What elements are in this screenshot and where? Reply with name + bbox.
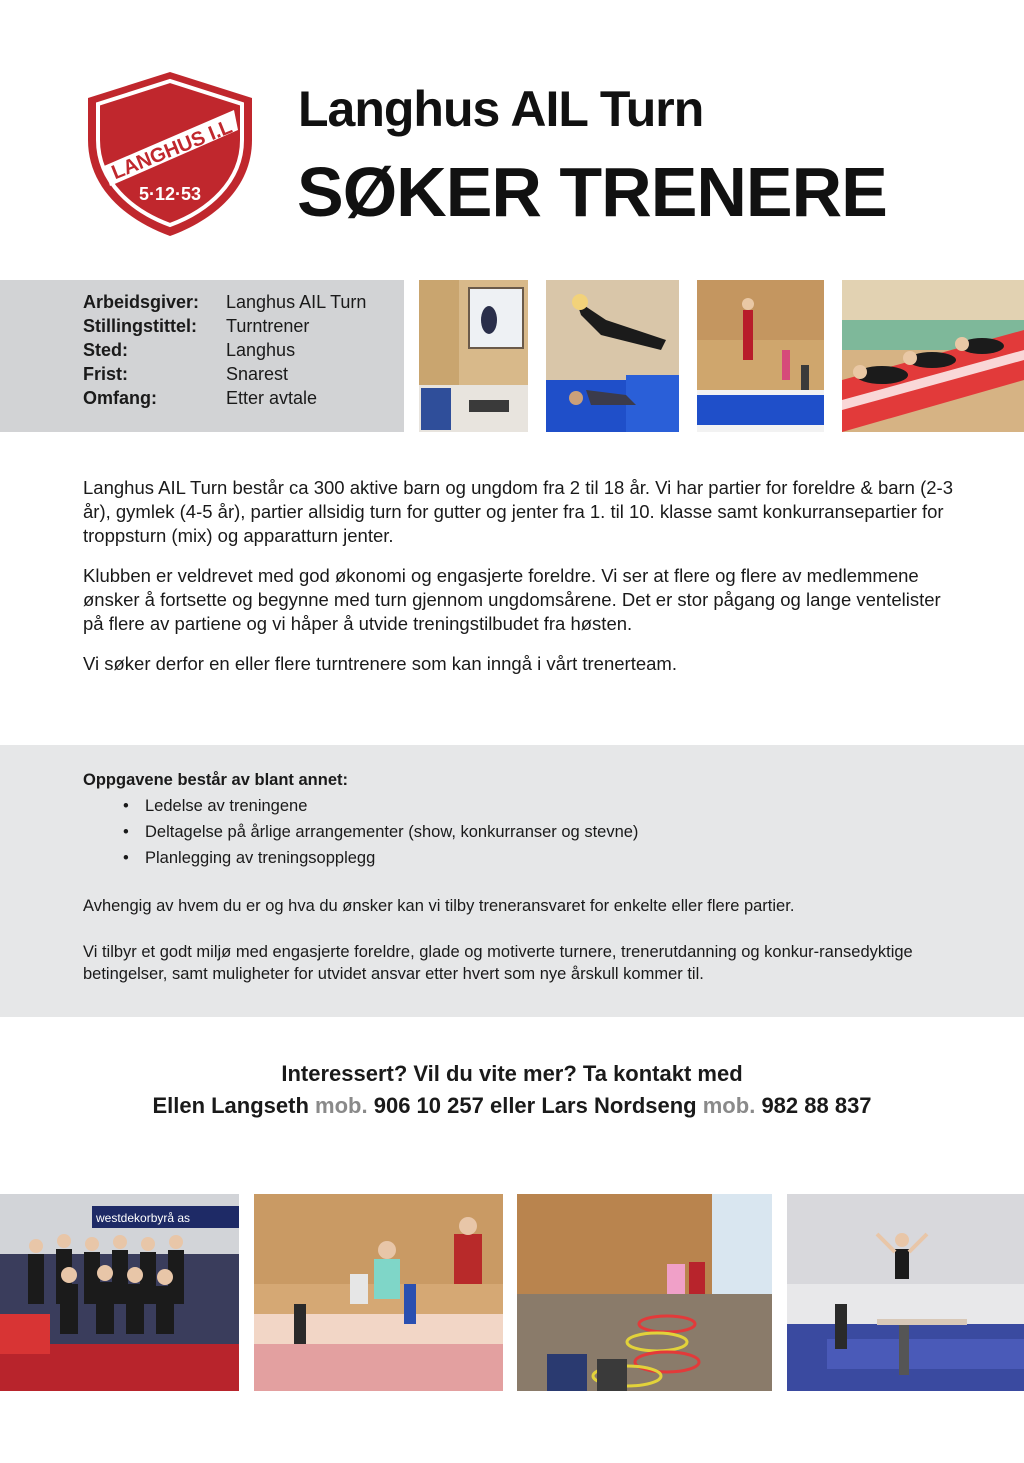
photo-trampoline-jump <box>419 280 528 432</box>
task-text: Ledelse av treningene <box>145 797 308 815</box>
info-value: Langhus <box>226 340 296 360</box>
logo-text: LANGHUS I.L <box>108 115 236 185</box>
club-name: Langhus AIL Turn <box>298 81 704 137</box>
photo-acrobatic-lift <box>546 280 679 432</box>
bullet-icon: • <box>123 823 129 841</box>
info-label: Sted: <box>83 340 128 360</box>
contact-separator: eller <box>489 1093 536 1118</box>
club-logo <box>82 70 258 238</box>
photo-beam-balance <box>787 1194 1024 1391</box>
task-text: Planlegging av treningsopplegg <box>145 849 376 867</box>
info-label: Frist: <box>83 364 128 384</box>
info-label: Arbeidsgiver: <box>83 292 200 312</box>
headline: SØKER TRENERE <box>297 153 887 231</box>
contact-heading: Interessert? Vil du vite mer? Ta kontakt med <box>281 1061 743 1086</box>
info-label: Stillingstittel: <box>83 316 197 336</box>
contact-name-1: Ellen Langseth <box>152 1093 309 1118</box>
mob-label: mob. <box>315 1093 368 1118</box>
intro-paragraph: Klubben er veldrevet med god økonomi og engasjerte foreldre. Vi ser at flere og flere av medlemmene ønsker å fortsette og begynne med turn gjennom ungdomsårene. Det er stor pågang og lange ventelister på flere av partiene og vi håper å utvide treningstilbudet fra høsten. <box>83 565 941 634</box>
intro-paragraph: Langhus AIL Turn består ca 300 aktive barn og ungdom fra 2 til 18 år. Vi har partier for foreldre & barn (2-3 år), gymlek (4-5 år), partier allsidig turn for gutter og jenter fra 1. til 10. klasse samt konkurransepartier for troppsturn (mix) og apparatturn jenter. <box>83 477 954 546</box>
info-value: Langhus AIL Turn <box>226 292 367 312</box>
contact-name-2: Lars Nordseng <box>541 1093 697 1118</box>
logo-date: 5·12·53 <box>138 184 202 204</box>
contact-phone-1: 906 10 257 <box>373 1093 484 1118</box>
tasks-heading: Oppgavene består av blant annet: <box>83 771 348 789</box>
task-item <box>123 849 375 868</box>
photo-children-on-mat <box>842 280 1024 432</box>
info-value: Etter avtale <box>226 388 318 408</box>
info-value: Snarest <box>226 364 289 384</box>
contact-phone-2: 982 88 837 <box>761 1093 872 1118</box>
photo-trampoline-hall <box>697 280 824 432</box>
contact-details <box>0 1093 1024 1119</box>
task-item <box>123 797 307 816</box>
tasks-note: Avhengig av hvem du er og hva du ønsker kan vi tilby treneransvaret for enkelte eller flere partier. <box>83 897 795 915</box>
banner-text: westdekorbyrå as <box>96 1211 191 1225</box>
intro-paragraph: Vi søker derfor en eller flere turntrenere som kan inngå i vårt trenerteam. <box>83 653 677 674</box>
task-item <box>123 823 638 842</box>
photo-team-with-medals <box>0 1194 239 1391</box>
info-value: Turntrener <box>226 316 310 336</box>
bullet-icon: • <box>123 849 129 867</box>
intro-text <box>83 476 963 692</box>
offer-text: Vi tilbyr et godt miljø med engasjerte foreldre, glade og motiverte turnere, trenerutdanning og konkur-ransedyktige betingelser, samt muligheter for utvidet ansvar etter hvert som nye årskull kommer til. <box>83 943 913 983</box>
info-label: Omfang: <box>83 388 157 408</box>
photo-hoop-obstacle <box>517 1194 772 1391</box>
bullet-icon: • <box>123 797 129 815</box>
mob-label: mob. <box>702 1093 756 1118</box>
task-text: Deltagelse på årlige arrangementer (show, konkurranser og stevne) <box>145 823 639 841</box>
photo-children-jumping <box>254 1194 503 1391</box>
